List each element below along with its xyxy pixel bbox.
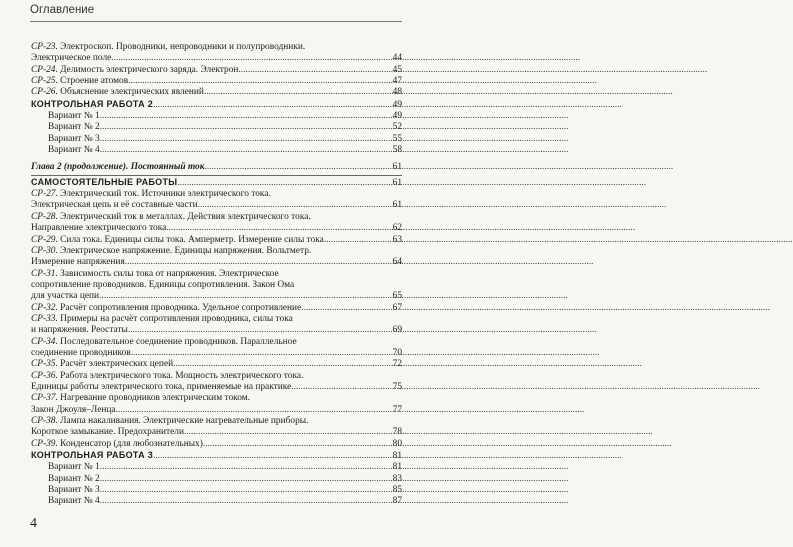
toc-entry (31, 382, 402, 393)
entry-page-number: 47 (392, 76, 402, 87)
toc-entry-title (31, 325, 128, 336)
toc-entry (31, 427, 402, 438)
toc-entry-title (31, 303, 301, 314)
toc-entry-title (48, 145, 100, 156)
work-code: СР-39. (31, 438, 58, 449)
entry-text: Работа электрического тока. Мощность электрического тока. (57, 370, 304, 381)
toc-entry (31, 325, 402, 336)
toc-entry-title (31, 416, 308, 427)
toc-variant-entry (31, 496, 402, 507)
dot-leader (100, 111, 392, 122)
entry-page-number: 62 (392, 223, 402, 234)
toc-entry-title (31, 53, 111, 64)
toc-entry (31, 223, 402, 234)
entry-page-number: 83 (392, 473, 402, 484)
dot-leader (100, 122, 392, 133)
dot-leader (238, 65, 391, 76)
toc-section-heading (31, 99, 402, 111)
entry-page-number: 58 (392, 145, 402, 156)
entry-text: Нагревание проводников электрическим током. (57, 393, 250, 404)
entry-text: Делимость электрического заряда. Электрон (57, 64, 239, 75)
entry-text: Конденсатор (для любознательных) (57, 438, 203, 449)
toc-entry (31, 439, 402, 450)
work-code: СР-37. (31, 393, 58, 404)
toc-variant-entry (31, 145, 402, 156)
work-code: СР-33. (31, 313, 58, 324)
entry-text: КОНТРОЛЬНАЯ РАБОТА 3 (31, 450, 154, 461)
entry-page-number: 64 (392, 257, 402, 268)
toc-entry-title (31, 200, 198, 211)
toc-entry-title (31, 371, 303, 382)
work-code: СР-24. (31, 64, 58, 75)
toc-variant-entry (31, 134, 402, 145)
entry-page-number: 61 (392, 200, 402, 211)
toc-entry-title (31, 65, 238, 76)
table-of-contents (31, 42, 402, 508)
entry-text: Вариант № 4 (48, 145, 100, 156)
toc-entry-title (48, 474, 100, 485)
toc-entry-title (48, 496, 100, 507)
dot-leader (100, 462, 392, 473)
toc-entry-title (48, 485, 100, 496)
entry-page-number: 69 (392, 325, 402, 336)
toc-entry-title (31, 189, 271, 200)
dot-leader (205, 162, 392, 173)
entry-text: Лампа накаливания. Электрические нагревательные приборы. (57, 416, 309, 426)
entry-page-number: 65 (392, 291, 402, 302)
entry-page-number: 52 (392, 122, 402, 133)
entry-text: и напряжения. Реостаты (31, 325, 128, 336)
toc-entry-title (31, 269, 279, 280)
dot-leader (131, 348, 392, 359)
entry-text: Сила тока. Единицы силы тока. Амперметр. Измерение силы тока (57, 234, 324, 245)
toc-entry-title (31, 212, 311, 223)
entry-text: САМОСТОЯТЕЛЬНЫЕ РАБОТЫ (31, 176, 178, 187)
dot-leader (100, 496, 392, 507)
work-code: СР-27. (31, 189, 58, 200)
toc-entry-title (31, 393, 250, 404)
entry-text: для участка цепи (31, 291, 100, 302)
work-code: СР-25. (31, 76, 58, 87)
toc-entry-title (31, 99, 153, 110)
entry-text: Электрическое поле (31, 53, 112, 64)
entry-text: Электроскоп. Проводники, непроводники и полупроводники. (57, 42, 306, 52)
dot-leader (111, 53, 391, 64)
entry-text: Вариант № 1 (48, 111, 100, 122)
toc-entry-title (48, 134, 100, 145)
entry-page-number: 77 (392, 404, 402, 415)
entry-page-number: 61 (392, 177, 402, 188)
toc-entry (31, 314, 402, 325)
dot-leader (198, 200, 392, 211)
entry-text: сопротивление проводников. Единицы сопротивления. Закон Ома (31, 279, 295, 290)
toc-entry (31, 291, 402, 302)
toc-entry (31, 53, 402, 64)
header-rule (30, 21, 402, 22)
dot-leader (99, 291, 392, 302)
toc-entry-title (31, 348, 131, 359)
entry-text: Объяснение электрических явлений (57, 87, 204, 98)
entry-text: Вариант № 1 (48, 462, 100, 473)
entry-page-number: 80 (392, 438, 402, 449)
toc-entry (31, 87, 402, 98)
toc-entry-title (31, 162, 205, 173)
entry-page-number: 72 (392, 359, 402, 370)
toc-entry-title (31, 235, 324, 246)
toc-entry-title (31, 42, 305, 53)
toc-section-heading (31, 450, 402, 462)
toc-entry (31, 405, 402, 416)
entry-text: Электрическая цепь и её составные части (31, 200, 198, 211)
entry-page-number: 63 (392, 234, 402, 245)
toc-entry-title (31, 382, 291, 393)
work-code: СР-34. (31, 336, 58, 347)
dot-leader (100, 145, 392, 156)
entry-page-number: 81 (392, 451, 402, 462)
toc-chapter-heading (31, 162, 402, 173)
toc-variant-entry (31, 485, 402, 496)
toc-entry-title (31, 337, 297, 348)
dot-leader (291, 382, 391, 393)
toc-entry-title (31, 223, 166, 234)
toc-entry-title (48, 462, 100, 473)
dot-leader (324, 235, 392, 246)
toc-variant-entry (31, 122, 402, 133)
entry-text: Вариант № 3 (48, 485, 100, 496)
entry-page-number: 55 (392, 133, 402, 144)
toc-entry (31, 257, 402, 268)
dot-leader (128, 76, 391, 87)
entry-page-number: 81 (392, 462, 402, 473)
toc-entry (31, 42, 402, 53)
entry-page-number: 87 (392, 496, 402, 507)
work-code: СР-29. (31, 234, 58, 245)
dot-leader (184, 427, 392, 438)
toc-entry (31, 337, 402, 348)
dot-leader (100, 474, 392, 485)
entry-text: Направление электрического тока (31, 223, 167, 234)
work-code: СР-38. (31, 416, 58, 426)
entry-text: Глава 2 (продолжение). Постоянный ток (31, 162, 205, 173)
toc-entry-title (31, 405, 116, 416)
toc-entry (31, 212, 402, 223)
entry-page-number: 49 (392, 111, 402, 122)
entry-text: Зависимость силы тока от напряжения. Электрическое (57, 268, 279, 279)
entry-text: КОНТРОЛЬНАЯ РАБОТА 2 (31, 98, 154, 109)
work-code: СР-31. (31, 268, 58, 279)
entry-text: Электрический ток в металлах. Действия электрического тока. (57, 211, 311, 222)
toc-entry (31, 416, 402, 427)
entry-page-number: 75 (392, 381, 402, 392)
toc-entry (31, 76, 402, 87)
toc-variant-entry (31, 111, 402, 122)
toc-entry (31, 235, 402, 246)
entry-text: Расчёт сопротивления проводника. Удельное сопротивление (57, 302, 302, 313)
chapter-rule (31, 175, 402, 176)
toc-entry-title (31, 87, 204, 98)
entry-page-number: 85 (392, 485, 402, 496)
entry-text: Короткое замыкание. Предохранители (31, 427, 185, 438)
toc-entry (31, 189, 402, 200)
dot-leader (128, 325, 392, 336)
entry-text: Строение атомов (57, 76, 129, 87)
dot-leader (177, 178, 391, 189)
entry-text: Примеры на расчёт сопротивления проводника, силы тока (57, 313, 293, 324)
entry-page-number: 49 (392, 99, 402, 110)
dot-leader (116, 405, 392, 416)
toc-section-heading (31, 177, 402, 189)
toc-entry (31, 371, 402, 382)
work-code: СР-35. (31, 359, 58, 370)
work-code: СР-30. (31, 245, 58, 256)
entry-text: Закон Джоуля–Ленца (31, 404, 116, 415)
entry-page-number: 61 (392, 162, 402, 173)
entry-page-number: 48 (392, 87, 402, 98)
entry-text: соединение проводников (31, 347, 131, 358)
dot-leader (153, 100, 392, 111)
toc-entry (31, 200, 402, 211)
toc-entry (31, 348, 402, 359)
toc-entry (31, 303, 402, 314)
toc-entry (31, 65, 402, 76)
entry-text: Измерение напряжения (31, 257, 125, 268)
dot-leader (204, 87, 392, 98)
work-code: СР-26. (31, 87, 58, 98)
toc-entry (31, 246, 402, 257)
entry-text: Вариант № 3 (48, 133, 100, 144)
toc-entry-title (31, 427, 184, 438)
entry-page-number: 70 (392, 347, 402, 358)
toc-entry-title (31, 177, 177, 188)
entry-page-number: 44 (392, 53, 402, 64)
entry-text: Расчёт электрических цепей (57, 359, 174, 370)
entry-text: Электрическое напряжение. Единицы напряжения. Вольтметр. (57, 245, 312, 256)
dot-leader (153, 451, 392, 462)
entry-page-number: 78 (392, 427, 402, 438)
dot-leader (100, 134, 392, 145)
page-number: 4 (30, 516, 37, 531)
entry-page-number: 45 (392, 64, 402, 75)
toc-entry (31, 393, 402, 404)
toc-entry-title (48, 122, 100, 133)
toc-entry-title (31, 291, 99, 302)
toc-entry-title (31, 450, 153, 461)
dot-leader (125, 257, 392, 268)
toc-entry-title (31, 257, 125, 268)
toc-entry-title (31, 280, 294, 291)
dot-leader (166, 223, 391, 234)
work-code: СР-32. (31, 302, 58, 313)
running-header: Оглавление (30, 4, 95, 16)
toc-entry-title (31, 314, 293, 325)
entry-text: Последовательное соединение проводников. Параллельное (57, 336, 297, 347)
toc-entry-title (31, 246, 311, 257)
entry-text: Единицы работы электрического тока, применяемые на практике (31, 381, 292, 392)
toc-variant-entry (31, 474, 402, 485)
toc-entry (31, 359, 402, 370)
dot-leader (173, 359, 392, 370)
work-code: СР-23. (31, 42, 58, 52)
toc-entry (31, 280, 402, 291)
dot-leader (100, 485, 392, 496)
toc-entry (31, 269, 402, 280)
entry-text: Вариант № 2 (48, 122, 100, 133)
toc-variant-entry (31, 462, 402, 473)
entry-page-number: 67 (392, 302, 402, 313)
entry-text: Вариант № 4 (48, 496, 100, 507)
toc-entry-title (31, 439, 203, 450)
entry-text: Электрический ток. Источники электрического тока. (57, 189, 271, 200)
work-code: СР-28. (31, 211, 58, 222)
toc-entry-title (31, 359, 173, 370)
toc-entry-title (31, 76, 128, 87)
toc-entry-title (48, 111, 100, 122)
work-code: СР-36. (31, 370, 58, 381)
dot-leader (203, 439, 392, 450)
entry-text: Вариант № 2 (48, 473, 100, 484)
dot-leader (301, 303, 391, 314)
